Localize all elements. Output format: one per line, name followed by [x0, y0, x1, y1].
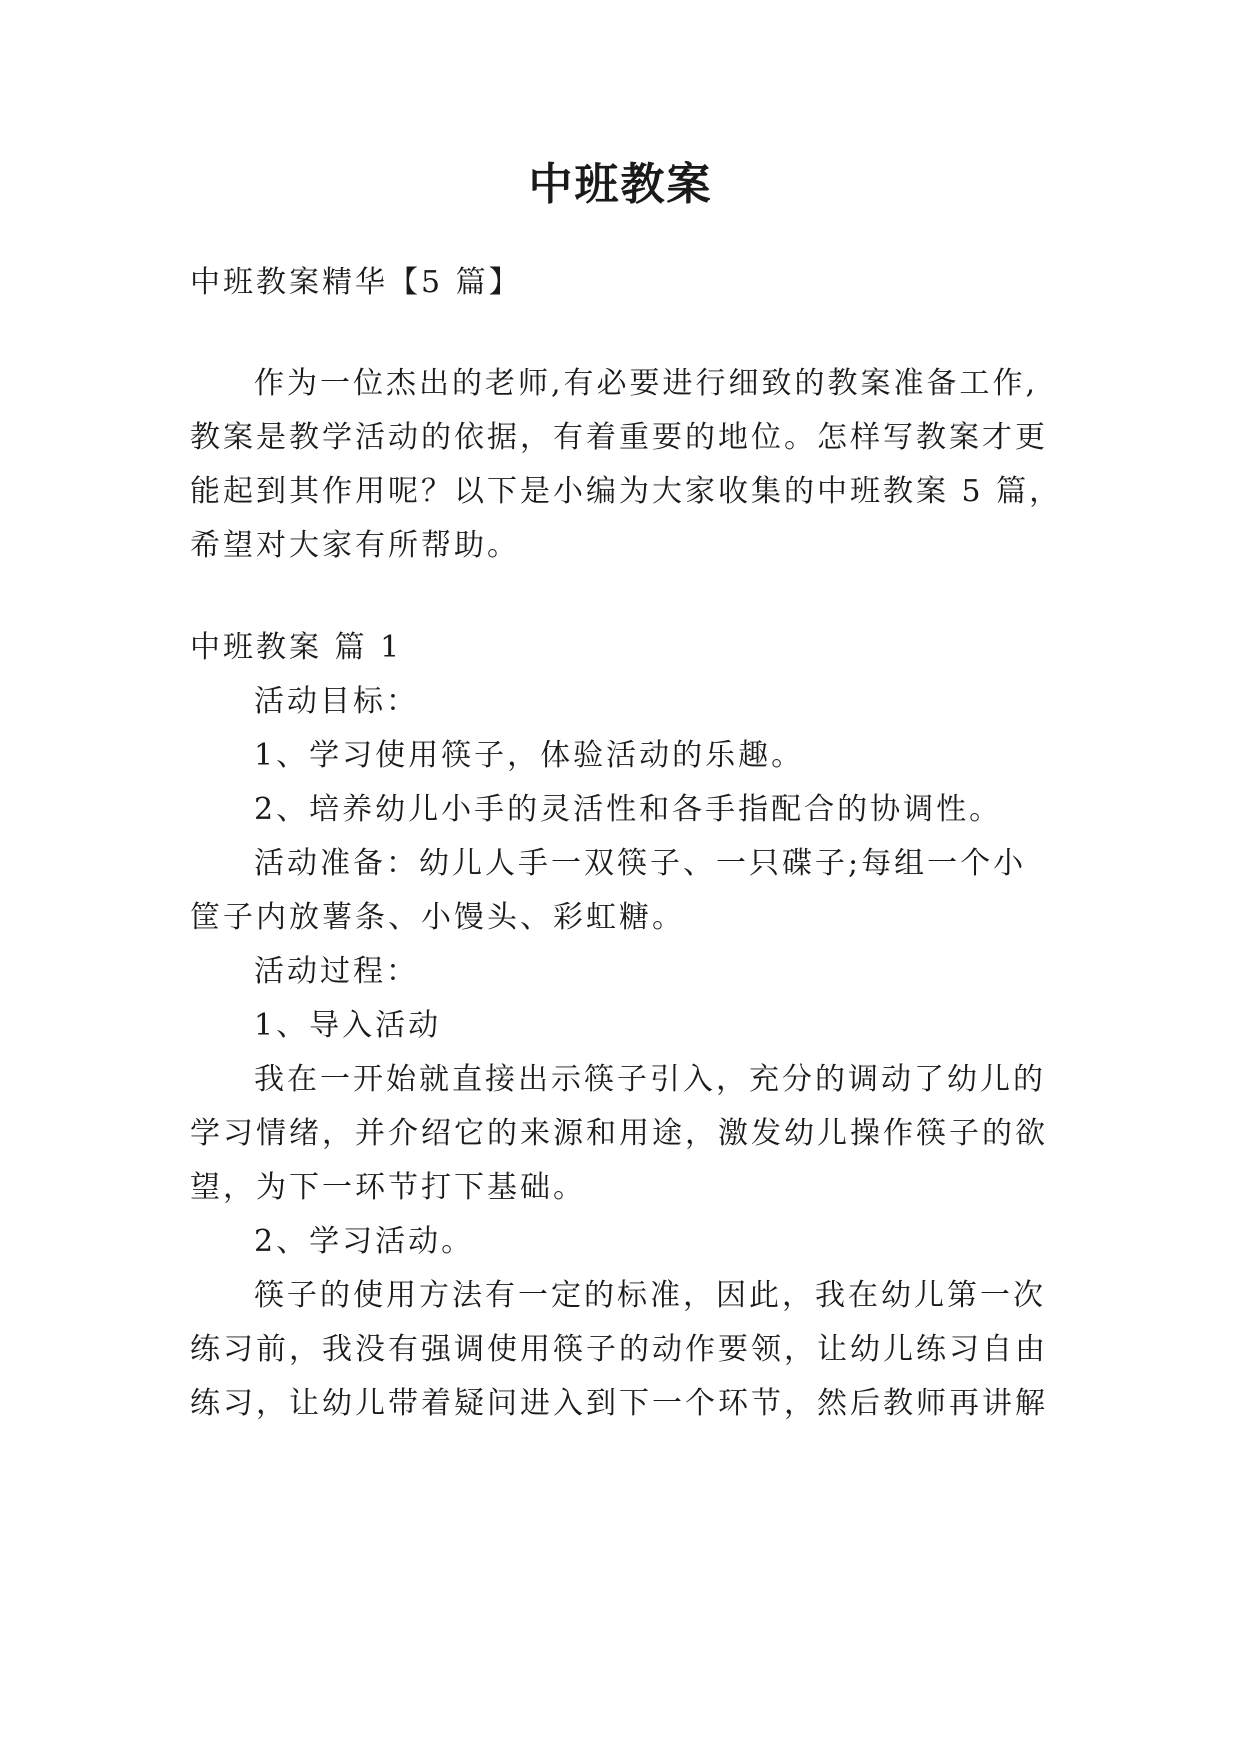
intro-line: 作为一位杰出的老师,有必要进行细致的教案准备工作, — [254, 366, 1039, 401]
body-line: 2、培养幼儿小手的灵活性和各手指配合的协调性。 — [254, 792, 1003, 827]
body-line: 练习前，我没有强调使用筷子的动作要领，让幼儿练习自由 — [190, 1332, 1048, 1367]
document-title: 中班教案 — [528, 159, 713, 210]
body-line: 筐子内放薯条、小馒头、彩虹糖。 — [190, 900, 685, 935]
body-line: 筷子的使用方法有一定的标准，因此，我在幼儿第一次 — [254, 1278, 1046, 1313]
body-line: 学习情绪，并介绍它的来源和用途，激发幼儿操作筷子的欲 — [190, 1116, 1048, 1151]
document-subtitle: 中班教案精华【5 篇】 — [190, 265, 522, 300]
body-line: 活动过程： — [254, 954, 419, 989]
body-line: 活动准备：幼儿人手一双筷子、一只碟子;每组一个小 — [254, 846, 1027, 881]
body-line: 1、导入活动 — [254, 1008, 442, 1043]
intro-line: 能起到其作用呢？以下是小编为大家收集的中班教案 5 篇， — [190, 474, 1063, 509]
section-heading: 中班教案 篇 1 — [190, 630, 403, 665]
intro-line: 希望对大家有所帮助。 — [190, 528, 520, 563]
body-line: 望，为下一环节打下基础。 — [190, 1170, 586, 1205]
body-line: 1、学习使用筷子，体验活动的乐趣。 — [254, 738, 805, 773]
body-line: 练习，让幼儿带着疑问进入到下一个环节，然后教师再讲解 — [190, 1386, 1048, 1421]
body-line: 2、学习活动。 — [254, 1224, 475, 1259]
intro-line: 教案是教学活动的依据，有着重要的地位。怎样写教案才更 — [190, 420, 1048, 455]
body-line: 活动目标： — [254, 684, 419, 719]
body-line: 我在一开始就直接出示筷子引入，充分的调动了幼儿的 — [254, 1062, 1046, 1097]
